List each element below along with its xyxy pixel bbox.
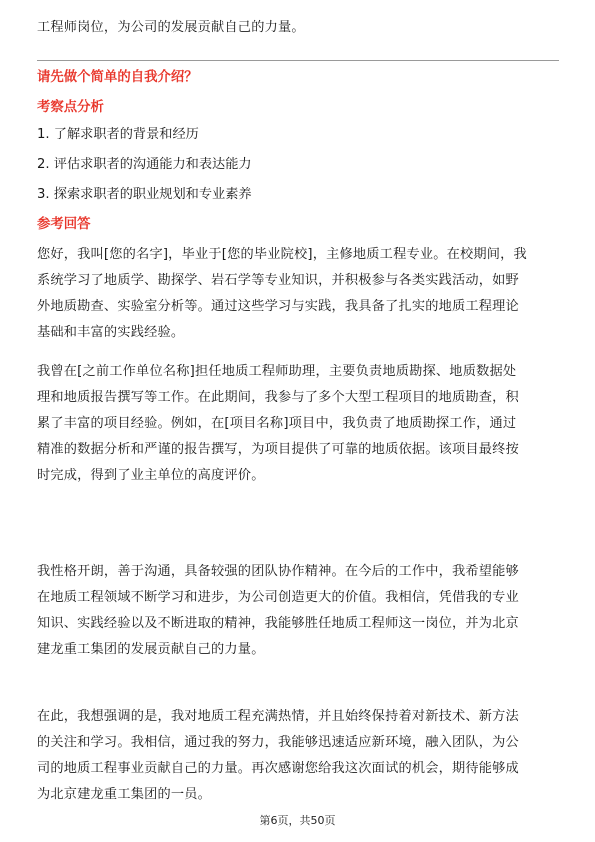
analysis-item-3: 3. 探索求职者的职业规划和专业素养 [37, 187, 252, 202]
text-line: 为北京建龙重工集团的一员。 [37, 787, 212, 802]
text-line: 我曾在[之前工作单位名称]担任地质工程师助理，主要负责地质勘探、地质数据处 [37, 364, 517, 379]
answer-paragraph-2 [37, 359, 559, 489]
answer-paragraph-1 [37, 242, 559, 346]
text-line: 在地质工程领域不断学习和进步，为公司创造更大的价值。我相信，凭借我的专业 [37, 590, 519, 605]
text-line: 您好，我叫[您的名字]，毕业于[您的毕业院校]，主修地质工程专业。在校期间，我 [37, 247, 527, 262]
text-line: 建龙重工集团的发展贡献自己的力量。 [37, 642, 265, 657]
analysis-item-1: 1. 了解求职者的背景和经历 [37, 127, 199, 142]
text-line: 累了丰富的项目经验。例如，在[项目名称]项目中，我负责了地质勘探工作，通过 [37, 416, 517, 431]
text-line: 工程师岗位，为公司的发展贡献自己的力量。 [37, 20, 305, 35]
text-line: 我性格开朗，善于沟通，具备较强的团队协作精神。在今后的工作中，我希望能够 [37, 564, 519, 579]
text-line: 理和地质报告撰写等工作。在此期间，我参与了多个大型工程项目的地质勘查，积 [37, 390, 519, 405]
text-line: 时完成，得到了业主单位的高度评价。 [37, 468, 265, 483]
analysis-heading: 考察点分析 [37, 100, 104, 115]
text-line: 司的地质工程事业贡献自己的力量。再次感谢您给我这次面试的机会，期待能够成 [37, 761, 519, 776]
question-heading: 请先做个简单的自我介绍？ [37, 70, 198, 85]
section-divider [37, 60, 559, 61]
text-line: 在此，我想强调的是，我对地质工程充满热情，并且始终保持着对新技术、新方法 [37, 709, 519, 724]
intro-tail-text [37, 15, 559, 41]
text-line: 外地质勘查、实验室分析等。通过这些学习与实践，我具备了扎实的地质工程理论 [37, 299, 519, 314]
answer-paragraph-4 [37, 704, 559, 808]
answer-paragraph-3 [37, 559, 559, 663]
answer-heading: 参考回答 [37, 217, 91, 232]
text-line: 系统学习了地质学、勘探学、岩石学等专业知识，并积极参与各类实践活动，如野 [37, 273, 519, 288]
text-line: 精准的数据分析和严谨的报告撰写，为项目提供了可靠的地质依据。该项目最终按 [37, 442, 519, 457]
page-number-footer: 第6页，共50页 [259, 814, 336, 827]
analysis-item-2: 2. 评估求职者的沟通能力和表达能力 [37, 157, 252, 172]
text-line: 基础和丰富的实践经验。 [37, 325, 185, 340]
text-line: 的关注和学习。我相信，通过我的努力，我能够迅速适应新环境，融入团队，为公 [37, 735, 519, 750]
text-line: 知识、实践经验以及不断进取的精神，我能够胜任地质工程师这一岗位，并为北京 [37, 616, 519, 631]
